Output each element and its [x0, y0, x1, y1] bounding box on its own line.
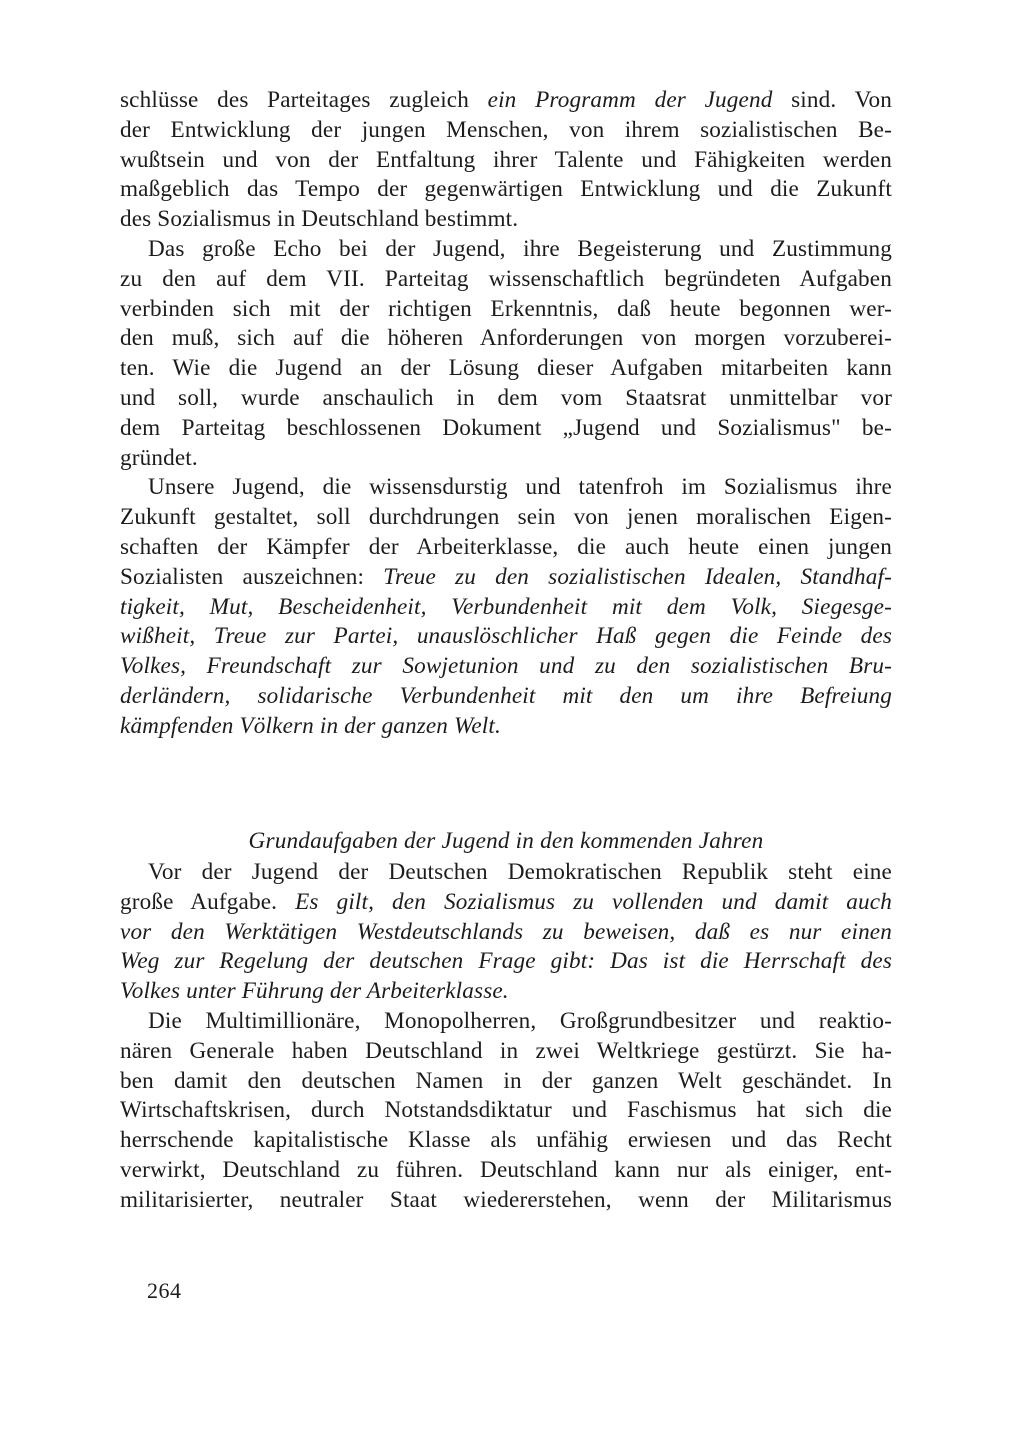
- text-line: [120, 1186, 892, 1216]
- italic-text: vor den Werktätigen Westdeutschlands zu beweisen, daß es nur einen: [120, 918, 892, 945]
- text: große Aufgabe.: [120, 888, 296, 915]
- paragraph: [120, 858, 892, 1007]
- section-1-text: [120, 86, 892, 742]
- text-line: [120, 414, 892, 444]
- italic-text: kämpfenden Völkern in der ganzen Welt.: [120, 712, 501, 739]
- text: des Sozialismus in Deutschland bestimmt.: [120, 206, 519, 233]
- text: herrschende kapitalistische Klasse als unfähig erwiesen und das Recht: [120, 1127, 892, 1154]
- text: Sozialisten auszeichnen:: [120, 563, 384, 590]
- text: nären Generale haben Deutschland in zwei Weltkriege gestürzt. Sie ha-: [120, 1037, 892, 1064]
- text-line: [120, 354, 892, 384]
- text-line: [120, 888, 892, 918]
- text-line: [120, 295, 892, 325]
- text: der Entwicklung der jungen Menschen, von ihrem sozialistischen Be-: [120, 116, 892, 143]
- paragraph: [120, 86, 892, 235]
- italic-text: Treue zu den sozialistischen Idealen, Standhaf-: [383, 563, 892, 590]
- text-line: [120, 947, 892, 977]
- italic-text: Volkes unter Führung der Arbeiterklasse.: [120, 978, 509, 1005]
- italic-text: Weg zur Regelung der deutschen Frage gibt: Das ist die Herrschaft des: [120, 948, 892, 975]
- text-line: [120, 1067, 892, 1097]
- text: schlüsse des Parteitages zugleich: [120, 87, 488, 113]
- text-line: [120, 918, 892, 948]
- text: sind. Von: [772, 87, 892, 113]
- italic-text: tigkeit, Mut, Bescheidenheit, Verbundenheit mit dem Volk, Siegesge-: [120, 593, 892, 620]
- text-line: [120, 1037, 892, 1067]
- text-line: [120, 712, 892, 742]
- text: wußtsein und von der Entfaltung ihrer Talente und Fähigkeiten werden: [120, 146, 892, 173]
- text: zu den auf dem VII. Parteitag wissenschaftlich begründeten Aufgaben: [120, 265, 892, 292]
- text-line: [120, 265, 892, 295]
- text-line: [120, 1126, 892, 1156]
- italic-text: derländern, solidarische Verbundenheit mit den um ihre Befreiung: [120, 682, 892, 709]
- text-line: [120, 444, 892, 474]
- text-line: [120, 235, 892, 265]
- text-line: [120, 116, 892, 146]
- text-line: [120, 473, 892, 503]
- text: militarisierter, neutraler Staat wiedererstehen, wenn der Militarismus: [120, 1186, 892, 1213]
- text-line: [120, 324, 892, 354]
- text: gründet.: [120, 444, 198, 471]
- text: Vor der Jugend der Deutschen Demokratischen Republik steht eine: [148, 859, 892, 885]
- text: Unsere Jugend, die wissensdurstig und tatenfroh im Sozialismus ihre: [148, 474, 892, 501]
- text-line: [120, 533, 892, 563]
- text: ben damit den deutschen Namen in der ganzen Welt geschändet. In: [120, 1067, 892, 1094]
- text-line: [120, 86, 892, 116]
- text-line: [120, 175, 892, 205]
- text: Die Multimillionäre, Monopolherren, Großgrundbesitzer und reaktio-: [148, 1007, 892, 1034]
- text: verbinden sich mit der richtigen Erkenntnis, daß heute begonnen wer-: [120, 295, 892, 322]
- text-line: [120, 1096, 892, 1126]
- section-2-text: [120, 858, 892, 1216]
- text-line: [120, 1156, 892, 1186]
- text-line: [120, 652, 892, 682]
- italic-text: wißheit, Treue zur Partei, unauslöschlicher Haß gegen die Feinde des: [120, 623, 892, 650]
- paragraph: [120, 473, 892, 741]
- text-line: [120, 977, 892, 1007]
- text-line: [120, 563, 892, 593]
- italic-text: Es gilt, den Sozialismus zu vollenden und damit auch: [295, 888, 892, 915]
- text: schaften der Kämpfer der Arbeiterklasse, die auch heute einen jungen: [120, 533, 892, 560]
- text: und soll, wurde anschaulich in dem vom Staatsrat unmittelbar vor: [120, 384, 892, 411]
- text-line: [120, 593, 892, 623]
- section-heading: Grundaufgaben der Jugend in den kommenden Jahren: [248, 828, 764, 854]
- text-line: [120, 622, 892, 652]
- text: den muß, sich auf die höheren Anforderungen von morgen vorzuberei-: [120, 325, 892, 352]
- text-line: [120, 858, 892, 888]
- text: Zukunft gestaltet, soll durchdrungen sein von jenen moralischen Eigen-: [120, 504, 892, 531]
- italic-text: Volkes, Freundschaft zur Sowjetunion und zu den sozialistischen Bru-: [120, 653, 892, 680]
- text: Das große Echo bei der Jugend, ihre Begeisterung und Zustimmung: [148, 235, 892, 262]
- paragraph: [120, 1007, 892, 1216]
- text: Wirtschaftskrisen, durch Notstandsdiktatur und Faschismus hat sich die: [120, 1097, 892, 1124]
- text-line: [120, 146, 892, 176]
- text: maßgeblich das Tempo der gegenwärtigen Entwicklung und die Zukunft: [120, 176, 892, 203]
- text: dem Parteitag beschlossenen Dokument „Jugend und Sozialismus" be-: [120, 414, 892, 441]
- text-line: [120, 1007, 892, 1037]
- text: verwirkt, Deutschland zu führen. Deutschland kann nur als einiger, ent-: [120, 1156, 892, 1183]
- text-line: [120, 384, 892, 414]
- italic-text: ein Programm der Jugend: [487, 87, 773, 113]
- text-line: [120, 205, 892, 235]
- paragraph: [120, 235, 892, 473]
- text-line: [120, 503, 892, 533]
- text-line: [120, 682, 892, 712]
- page-number: 264: [147, 1278, 182, 1303]
- text: ten. Wie die Jugend an der Lösung dieser Aufgaben mitarbeiten kann: [120, 355, 892, 382]
